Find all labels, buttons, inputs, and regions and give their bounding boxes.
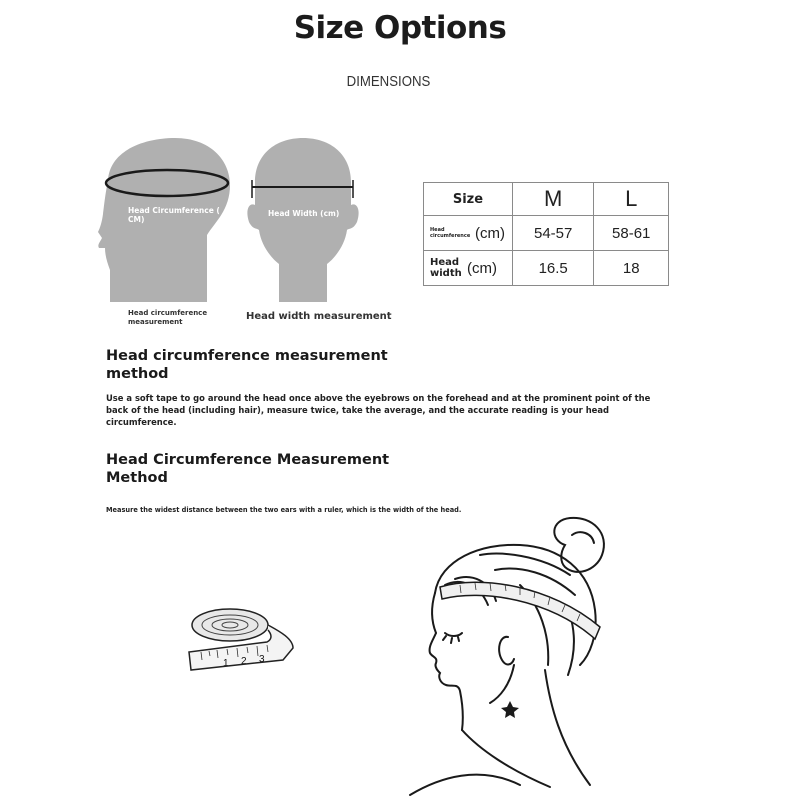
- header-m: M: [512, 183, 594, 216]
- header-size: Size: [424, 183, 513, 216]
- tape-tick-2: 2: [241, 656, 247, 667]
- page-title: Size Options: [293, 10, 507, 46]
- woman-measuring-illustration: [400, 515, 640, 800]
- row-label: Head circumference: [430, 227, 471, 239]
- table-row: [424, 251, 669, 286]
- section-text: Measure the widest distance between the two ears with a ruler, which is the width of the head.: [106, 506, 462, 514]
- page-subtitle: DIMENSIONS: [346, 73, 431, 90]
- row-label: Head width: [430, 257, 462, 279]
- section-heading: Head Circumference Measurement Method: [106, 452, 390, 486]
- star-earring-icon: [501, 701, 519, 718]
- value-l: 18: [594, 251, 669, 286]
- section-heading: Head circumference measurement method: [106, 348, 388, 382]
- head-width-label: Head Width (cm): [268, 209, 340, 218]
- header-l: L: [594, 183, 669, 216]
- row-unit: (cm): [475, 224, 505, 242]
- caption-width: Head width measurement: [246, 311, 392, 322]
- value-l: 58-61: [594, 216, 669, 251]
- value-m: 16.5: [512, 251, 594, 286]
- caption-circumference: Head circumference measurement: [128, 309, 208, 326]
- section-text: Use a soft tape to go around the head once above the eyebrows on the forehead and at the prominent point of the back of the head (including hair), measure twice, take the average, and the accurate reading is your head circumference.: [106, 393, 651, 427]
- table-row: [424, 216, 669, 251]
- tape-measure-illustration: [185, 600, 300, 685]
- tape-tick-3: 3: [259, 654, 265, 665]
- head-front-silhouette: [247, 138, 358, 302]
- table-header-row: [424, 183, 669, 216]
- value-m: 54-57: [512, 216, 594, 251]
- tape-tick-1: 1: [223, 658, 229, 669]
- head-circumference-label: Head Circumference ( CM): [128, 206, 220, 224]
- row-unit: (cm): [467, 259, 497, 277]
- size-table: [423, 182, 669, 286]
- row-label-cell: [424, 216, 513, 251]
- row-label-cell: [424, 251, 513, 286]
